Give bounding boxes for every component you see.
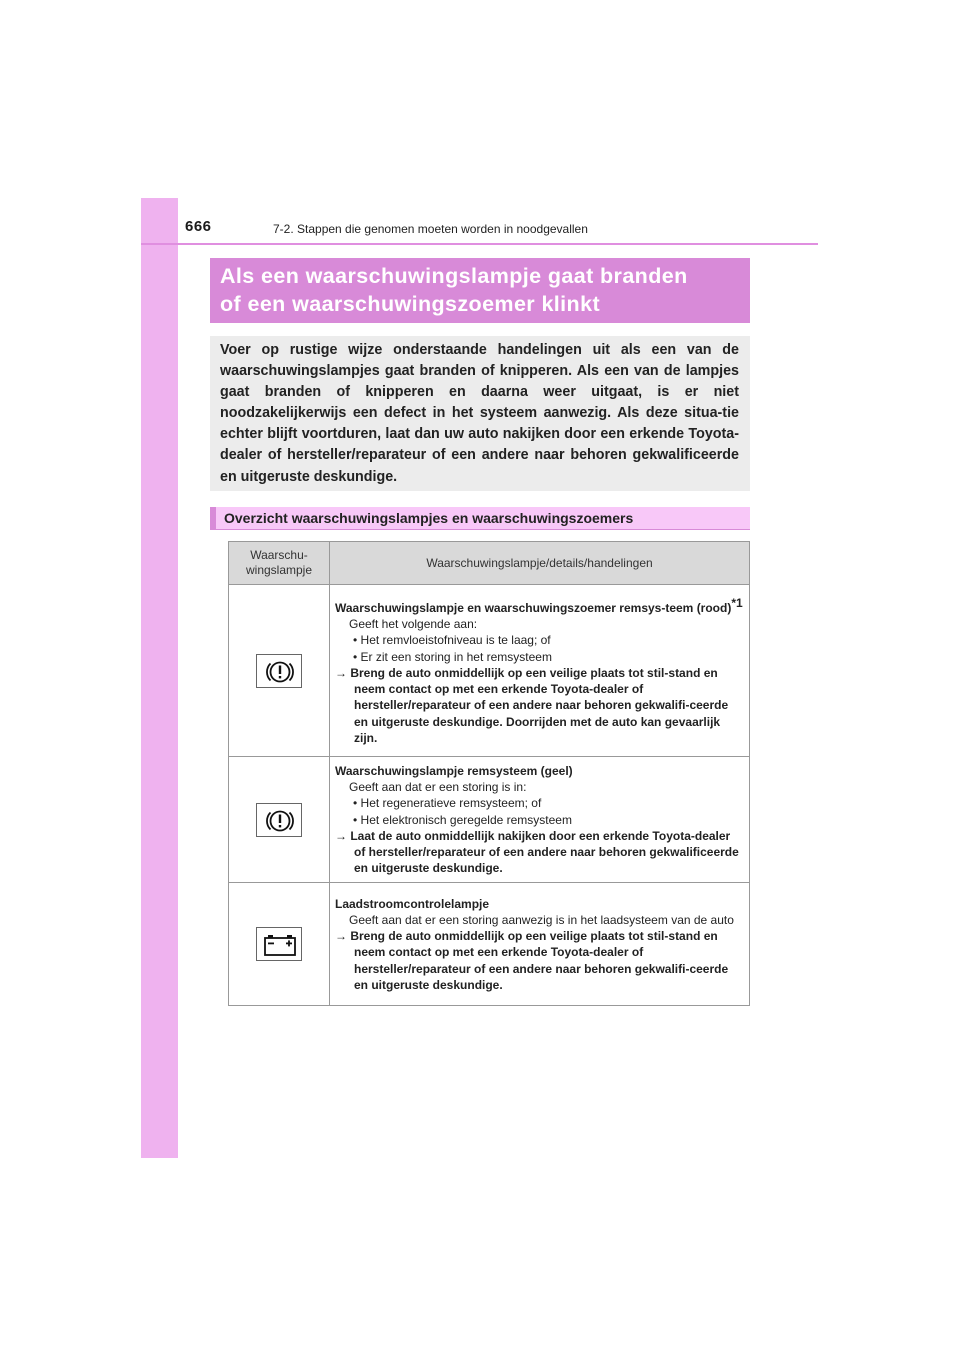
table-row bbox=[229, 757, 750, 883]
column-header-light-line-1: Waarschu- bbox=[250, 548, 308, 562]
table-row bbox=[229, 883, 750, 1006]
details-cell bbox=[330, 585, 750, 757]
battery-charge-icon bbox=[256, 927, 302, 961]
light-description: Geeft het volgende aan: bbox=[349, 617, 478, 632]
list-item: • Het regeneratieve remsysteem; of bbox=[353, 796, 542, 811]
warning-lights-table bbox=[228, 541, 750, 1006]
chapter-title-line-2: of een waarschuwingszoemer klinkt bbox=[220, 292, 601, 316]
icon-cell bbox=[229, 883, 330, 1006]
action-instruction: → Laat de auto onmiddellijk nakijken door een erkende Toyota-dealer of hersteller/reparateur of een andere naar behoren gekwalificeerde en uitgeruste deskundige. bbox=[335, 828, 739, 876]
list-item: • Het elektronisch geregelde remsysteem bbox=[353, 812, 572, 827]
light-title: Laadstroomcontrolelampje bbox=[335, 896, 490, 911]
action-instruction: → Breng de auto onmiddellijk op een veilige plaats tot stil-stand en neem contact op met een erkende Toyota-dealer of hersteller/reparateur of een andere naar behoren gekwalifi-ceerde en uitgeruste deskundige. bbox=[335, 929, 729, 992]
column-header-light-line-2: wingslampje bbox=[245, 563, 313, 577]
arrow-icon: → bbox=[335, 665, 347, 680]
light-title: Waarschuwingslampje en waarschuwingszoemer remsys-teem (rood)$^{*1}$ bbox=[335, 596, 743, 616]
subheading-text: Overzicht waarschuwingslampjes en waarschuwingszoemers bbox=[224, 510, 634, 526]
icon-cell bbox=[229, 585, 330, 757]
details-cell bbox=[330, 757, 750, 883]
light-description: Geeft aan dat er een storing aanwezig is in het laadsysteem van de auto bbox=[349, 913, 734, 928]
column-header-details: Waarschuwingslampje/details/handelingen bbox=[330, 542, 750, 585]
page-number: 666 bbox=[185, 218, 212, 235]
light-description: Geeft aan dat er een storing is in: bbox=[349, 780, 527, 795]
list-item: • Het remvloeistofniveau is te laag; of bbox=[353, 633, 551, 648]
table-header-row bbox=[229, 542, 750, 585]
chapter-title-line-1: Als een waarschuwingslampje gaat branden bbox=[220, 264, 688, 288]
icon-cell bbox=[229, 757, 330, 883]
page-header bbox=[141, 198, 818, 246]
light-title: Waarschuwingslampje remsysteem (geel) bbox=[335, 764, 573, 778]
chapter-title bbox=[210, 258, 750, 323]
intro-box bbox=[210, 336, 750, 491]
brake-warning-icon bbox=[256, 654, 302, 688]
footnote-marker: *1 bbox=[731, 596, 743, 611]
header-divider bbox=[141, 243, 818, 245]
action-instruction: → Breng de auto onmiddellijk op een veilige plaats tot stil-stand en neem contact op met een erkende Toyota-dealer of hersteller/reparateur of een andere naar behoren gekwalifi-ceerde en uitgeruste deskundige. Doorrijden met de auto kan gevaarlijk zijn. bbox=[335, 665, 729, 745]
intro-text: Voer op rustige wijze onderstaande handelingen uit als een van de waarschuwingslampjes gaat branden of knipperen. Als een van de lampjes gaat branden of knipperen en daarna weer uitgaat, is er niet noodzakelijkerwijs een defect in het systeem aanwezig. Als deze situa-tie echter blijft voortduren, laat dan uw auto nakijken door een erkende Toyota-dealer of hersteller/reparateur of een andere naar behoren gekwalificeerde en uitgeruste deskundige. bbox=[220, 342, 739, 485]
side-tab-strip bbox=[141, 198, 178, 1158]
arrow-icon: → bbox=[335, 828, 347, 843]
subheading bbox=[210, 507, 750, 530]
table-row bbox=[229, 585, 750, 757]
brake-system-warning-icon bbox=[256, 803, 302, 837]
column-header-light bbox=[229, 542, 330, 585]
section-title: 7-2. Stappen die genomen moeten worden in noodgevallen bbox=[273, 222, 588, 236]
details-cell bbox=[330, 883, 750, 1006]
arrow-icon: → bbox=[335, 929, 347, 944]
list-item: • Er zit een storing in het remsysteem bbox=[353, 649, 552, 664]
